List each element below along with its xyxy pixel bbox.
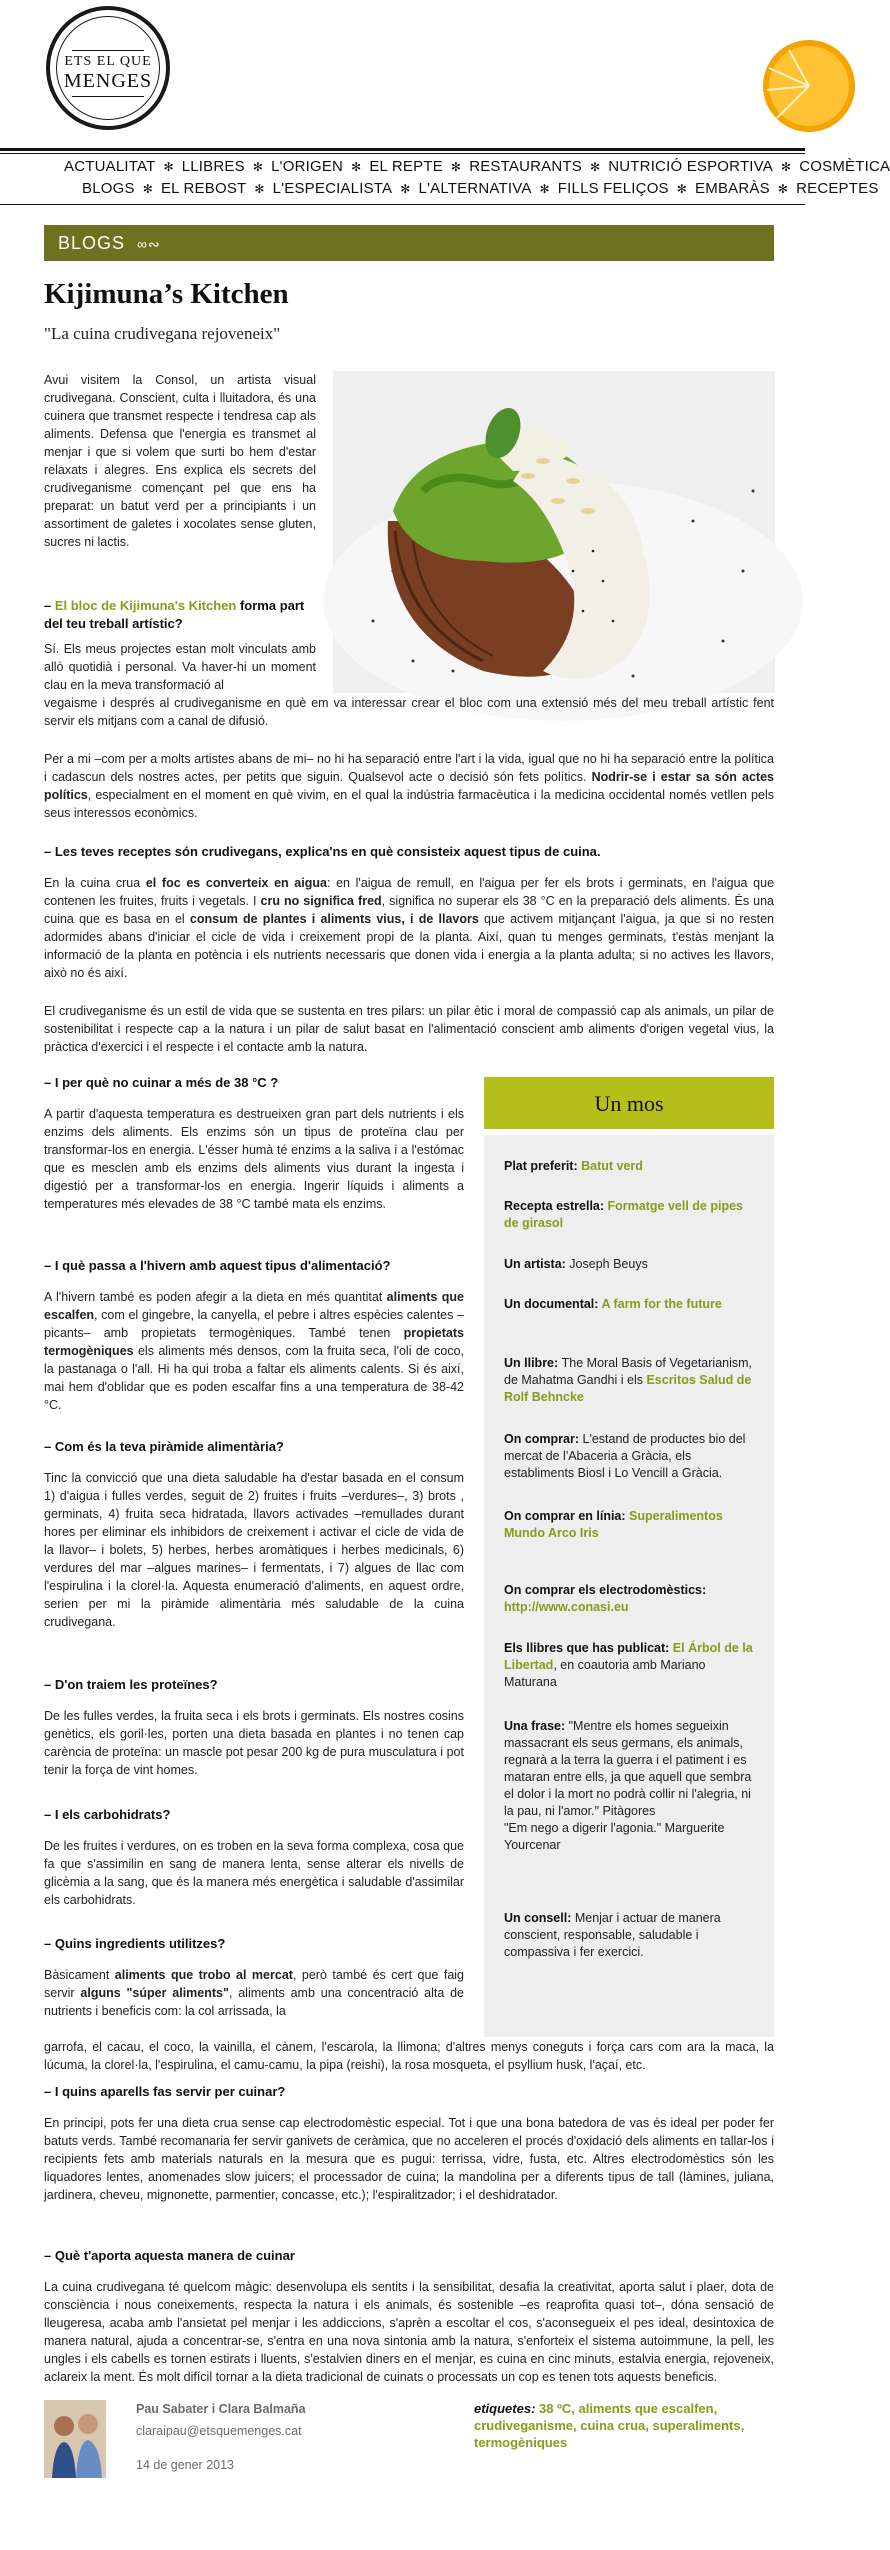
- llibre-link[interactable]: Escritos Salud de Rolf Behncke: [504, 1373, 752, 1404]
- question-1: [44, 597, 316, 633]
- comprar-label: On comprar:: [504, 1432, 583, 1446]
- box-comprar: [504, 1431, 758, 1482]
- a2-text-2: , especialment en el moment en què vivim, en el qual la indústria farmacèutica i la medicina occidental només vetllen pels seus interessos econòmics.: [44, 788, 774, 820]
- consell-text: Menjar i actuar de manera conscient, responsable, saludable i compassiva i fer exercici.: [504, 1911, 721, 1959]
- a3-bold-2: cru no significa fred: [260, 894, 382, 908]
- question-8: – Quins ingredients utilitzes?: [44, 1936, 226, 1951]
- a3-bold-1: el foc es converteix en aigua: [145, 876, 327, 890]
- a3-text-3: , significa no superar els 38 °C en la preparació dels aliments. És una cuina que es basa en el: [44, 894, 774, 926]
- nav-row-2-item[interactable]: BLOGS: [82, 180, 135, 197]
- kijimuna-blog-link[interactable]: El bloc de Kijimuna's Kitchen: [54, 598, 237, 613]
- a10-bold-1: aliments que trobo al mercat: [114, 1968, 293, 1982]
- nav-row-2-item[interactable]: L'ESPECIALISTA: [272, 180, 393, 197]
- nav-separator-icon: ✻: [450, 160, 462, 174]
- answer-8: De les fulles verdes, la fruita seca i els brots i germinats. Els nostres cosins genètics, els goril·les, porten una dieta basada en plantes i no tenen cap carència de proteïna: un mascle pot pesar 200 kg de pura musculatura i pot tenir la força de vint homes.: [44, 1709, 464, 1777]
- answer-12: La cuina crudivegana té quelcom màgic: desenvolupa els sentits i la sensibilitat, desafia la creativitat, aporta salut i plaer, dota de consciència i nous coneixements, respecta la natura i els animals, és sostenible –es reaprofita quasi tot–, dóna sensació de lleugeresa, acaba amb l'ansietat pel menjar i les addiccions, s'aprèn a escoltar el cos, s'aconsegueix el pes ideal, desintoxica de manera natural, ajuda a concentrar-se, s'entra en una nova sintonia amb la natura, s'enforteix el sistema autoimmune, la pell, les ungles i els cabells es tornen estirats i lluents, s'estalvien diners en el menjar, es cuina en cinc minuts, estalvia energia, rejoveneix, aclareix la ment. És molt difícil tornar a la dieta tradicional de cuinats o processats un cop es tenen tots aquests beneficis.: [44, 2280, 774, 2384]
- question-2: – Les teves receptes són crudivegans, explica'ns en què consisteix aquest tipus de cuina.: [44, 844, 601, 859]
- answer-3: [44, 874, 774, 982]
- answer-9: De les fruites i verdures, on es troben en la seva forma complexa, cosa que fa que s'assimilin en sang de manera lenta, sense alterar els nivells de glicèmia a la sang, que és la manera més energètica i saludable d'assimilar els carbohidrats.: [44, 1839, 464, 1907]
- question-4: – I què passa a l'hivern amb aquest tipus d'alimentació?: [44, 1258, 391, 1273]
- nav-row-2-item[interactable]: L'ALTERNATIVA: [418, 180, 532, 197]
- box-artista: [504, 1256, 758, 1273]
- section-label[interactable]: BLOGS: [58, 233, 126, 253]
- llibres-text: , en coautoria amb Mariano Maturana: [504, 1658, 706, 1689]
- nav-row-1-item[interactable]: L'ORIGEN: [271, 158, 344, 175]
- a2-text-1: Per a mi –com per a molts artistes abans de mi– no hi ha separació entre l'art i la vida, igual que no hi ha separació entre la política i cadascun dels nostres actes, per petits que siguin. Qualsevol acte o decisió són fets polítics.: [44, 752, 774, 784]
- author-avatar: [44, 2400, 106, 2478]
- header-rule-bottom: [0, 204, 805, 205]
- answer-1b: vegaisme i després al crudiveganisme en què em va interessar crear el bloc com una extensió més del meu treball artístic fent servir els mitjans com a canal de difusió.: [44, 696, 774, 728]
- artista-label: Un artista:: [504, 1257, 570, 1271]
- tags-label: etiquetes: [474, 2401, 532, 2416]
- a3-text-2: : en l'aigua de remull, en l'aigua per fer els brots i germinats, en l'aigua que contenen les fruites, fruits i vegetals. I: [44, 876, 775, 908]
- llibres-label: Els llibres que has publicat:: [504, 1641, 673, 1655]
- box-plat: [504, 1158, 758, 1175]
- answer-11: En principi, pots fer una dieta crua sense cap electrodomèstic especial. Tot i que una bona batedora de vas és ideal per poder fer batuts verds. També recomanaria fer servir ganivets de ceràmica, que no acceleren el procés d'oxidació dels aliments en tallar-los i recipients fets amb materials naturals en la mesura que es pugui: terrissa, vidre, fusta, etc. Altres electrodomèstics són les liquadores lentes, anomenades slow juicers; el processador de cuina; la mandolina per a diferents tipus de tall (làmines, juliana, jardinera, cheveu, mignonette, parmentier, concasse, etc.); l'espiralitzador; i el deshidratador.: [44, 2116, 774, 2202]
- linia-link[interactable]: Superalimentos Mundo Arco Iris: [504, 1509, 723, 1540]
- box-frase: [504, 1718, 758, 1854]
- q1-prefix: –: [44, 598, 55, 613]
- frase-label: Una frase:: [504, 1719, 569, 1733]
- a10-text-2: , però també és cert que faig servir: [44, 1968, 465, 2000]
- a10-text-3: , aliments amb una concentració alta de nutrients i beneficis com: la col arrissada, la: [44, 1986, 465, 2018]
- nav-separator-icon: ✻: [254, 182, 265, 196]
- nav-separator-icon: ✻: [142, 182, 153, 196]
- orange-slice-image: [753, 38, 805, 134]
- recepta-label: Recepta estrella:: [504, 1199, 608, 1213]
- question-5: – Com és la teva piràmide alimentària?: [44, 1439, 284, 1454]
- main-nav-row-2: [0, 180, 887, 197]
- electro-label: On comprar els electrodomèstics:: [504, 1583, 707, 1597]
- answer-2: [44, 750, 774, 822]
- nav-separator-icon: ✻: [351, 160, 362, 174]
- a10-text-1: Bàsicament: [44, 1968, 115, 1982]
- article-title: Kijimuna’s Kitchen: [44, 278, 289, 310]
- a10-bold-2: alguns "súper aliments": [80, 1986, 229, 2000]
- box-consell: [504, 1910, 758, 1961]
- box-llibre: [504, 1355, 758, 1406]
- consell-label: Un consell:: [504, 1911, 575, 1925]
- answer-1a: Sí. Els meus projectes estan molt vinculats amb allò quotidià i personal. Va haver-hi un moment clau en la meva transformació al: [44, 642, 316, 692]
- answer-4: El crudiveganisme és un estil de vida que se sustenta en tres pilars: un pilar ètic i moral de compassió cap als animals, un pilar de sostenibilitat i respecte cap a la natura i un pilar de salut basat en l'alimentació conscient amb aliments d'origen vegetal vius, la pràctica d'exercici i el respecte i el contacte amb la natura.: [44, 1004, 774, 1054]
- a3-text-1: En la cuina crua: [44, 876, 146, 890]
- nav-row-2-item[interactable]: EMBARÀS: [695, 180, 770, 197]
- nav-row-1-item[interactable]: ACTUALITAT: [64, 158, 156, 175]
- nav-separator-icon: ✻: [676, 182, 688, 196]
- nav-row-1-item[interactable]: LLIBRES: [181, 158, 245, 175]
- a6-bold-1: aliments que escalfen: [44, 1290, 464, 1322]
- question-3: – I per què no cuinar a més de 38 °C ?: [44, 1075, 279, 1090]
- artista-value: Joseph Beuys: [569, 1257, 648, 1271]
- nav-separator-icon: ✻: [163, 160, 174, 174]
- llibre-text: The Moral Basis of Vegetarianism, de Mahatma Gandhi i els: [504, 1356, 753, 1387]
- plat-link[interactable]: Batut verd: [581, 1159, 643, 1173]
- box-electrodomestics: [504, 1582, 758, 1616]
- documental-label: Un documental:: [504, 1297, 602, 1311]
- answer-10: [44, 1966, 464, 2020]
- nav-separator-icon: ✻: [780, 160, 792, 174]
- llibre-label: Un llibre:: [504, 1356, 562, 1370]
- a2-bold: Nodrir-se i estar sa són actes polítics: [44, 770, 774, 802]
- a6-bold-2: propietats termogèniques: [44, 1326, 464, 1358]
- a3-bold-3: consum de plantes i aliments vius, i de llavors: [189, 912, 479, 926]
- a6-text-2: , com el gingebre, la canyella, el pebre i altres espècies calentes –picants– amb propietats termogèniques. També tenen: [44, 1308, 464, 1340]
- electro-link[interactable]: http://www.conasi.eu: [504, 1600, 629, 1614]
- nav-row-2-item[interactable]: RECEPTES: [796, 180, 879, 197]
- article-subtitle: "La cuina crudivegana rejoveneix": [44, 324, 281, 343]
- question-10: – Què t'aporta aquesta manera de cuinar: [44, 2248, 295, 2263]
- box-llibres-publicats: [504, 1640, 758, 1691]
- dish-photo: [333, 371, 775, 693]
- un-mos-title: Un mos: [594, 1091, 664, 1116]
- nav-separator-icon: ✻: [400, 182, 411, 196]
- a3-text-4: que activem mitjançant l'aigua, ja que si no resten adormides abans d'iniciar el cicle de vida i creixement propi de la planta. Així, quan tu menges germinats, t'estàs menjant la informació de la planta en potència i els nutrients necessaris que donen vida i energia a la planta adulta; si no actives les llavors, això no és així.: [44, 912, 774, 980]
- logo-line2: MENGES: [63, 70, 153, 92]
- a6-text-1: A l'hivern també es poden afegir a la dieta en més quantitat: [44, 1290, 387, 1304]
- author-email[interactable]: claraipau@etsquemenges.cat: [136, 2424, 302, 2438]
- section-ornament-icon: ∞∾: [137, 236, 161, 252]
- tags-colon: :: [531, 2401, 536, 2416]
- answer-7: Tinc la convicció que una dieta saludable ha d'estar basada en el consum 1) d'aigua i fulles verdes, seguit de 2) fruites i fruits –verdures–, 3) brots , germinats, 4) fruita seca hidratada, llavors activades –remullades durant hores per eliminar els inhibidors de creixement i activar el cicle de vida de la llavor– i bolets, 5) herbes, herbes aromàtiques i herbes medicinals, 6) verdures del mar –algues marines– i fermentats, i 7) algues de llac com l'espirulina i la clorel·la. Aquesta enumeració d'aliments, en aquest ordre, serien per mi la piràmide alimentària més saludable de la cuina crudivegana.: [44, 1471, 464, 1629]
- a6-text-3: els aliments més densos, com la fruita seca, l'oli de coco, la pastanaga o l'all. Hi ha qui troba a faltar els aliments calents. Si és així, mai hem d'oblidar que es poden escalfar fins a una temperatura de 38-42 °C.: [44, 1344, 464, 1412]
- nav-row-1-item[interactable]: EL REPTE: [369, 158, 443, 175]
- answer-6: [44, 1288, 464, 1414]
- plat-label: Plat preferit:: [504, 1159, 582, 1173]
- tags: [474, 2400, 778, 2451]
- linia-label: On comprar en línia:: [504, 1509, 630, 1523]
- nav-separator-icon: ✻: [589, 160, 601, 174]
- frase-text: "Mentre els homes segueixin massacrant els seus germans, els animals, regnarà a la terra la guerra i el patiment i es mataran entre ells, ja que aquell que sembra el dolor i la mort no podrà collir ni l'alegria, ni la pau, ni l'amor." Pitàgores: [504, 1719, 752, 1818]
- site-logo[interactable]: [46, 6, 170, 130]
- main-nav-row-1: [0, 158, 890, 175]
- article-intro: Avui visitem la Consol, un artista visual crudivegana. Conscient, culta i lluitadora, és una cuinera que transmet respecte i tendresa cap als aliments. Defensa que l'energia es transmet al menjar i que si volem que surti bo hem d'estar relaxats i alegres. Ens explica els secrets del crudiveganisme començant pel que ens ha preparat: un batut verd per a principiants i un assortiment de galetes i xocolates sense gluten, sucres ni lactis.: [44, 373, 316, 549]
- nav-separator-icon: ✻: [252, 160, 264, 174]
- nav-row-1-item[interactable]: RESTAURANTS: [469, 158, 582, 175]
- section-bar: [44, 225, 774, 261]
- nav-row-1-item[interactable]: NUTRICIÓ ESPORTIVA: [608, 158, 773, 175]
- tags-list[interactable]: 38 ºC, aliments que escalfen, crudiveganisme, cuina crua, superaliments, termogèniques: [474, 2401, 745, 2450]
- recepta-link[interactable]: Formatge vell de pipes de girasol: [504, 1199, 743, 1230]
- documental-link[interactable]: A farm for the future: [601, 1297, 722, 1311]
- nav-row-1-item[interactable]: COSMÈTICA: [799, 158, 890, 175]
- nav-row-2-item[interactable]: EL REBOST: [160, 180, 247, 197]
- nav-separator-icon: ✻: [539, 182, 550, 196]
- box-recepta: [504, 1198, 758, 1232]
- box-documental: [504, 1296, 758, 1313]
- question-6: – D'on traiem les proteïnes?: [44, 1677, 218, 1692]
- answer-10-continued: garrofa, el cacau, el coco, la vainilla, el cànem, l'escarola, la llimona; d'altres menys coneguts i força cars com ara la maca, la lúcuma, la clorel·la, l'espirulina, el camu-camu, la pipa (reishi), la rosa mosqueta, el psyllium husk, l'açaí, etc.: [44, 2040, 774, 2072]
- q1-rest: forma part del teu treball artístic?: [44, 598, 305, 631]
- un-mos-header: [484, 1077, 774, 1135]
- question-7: – I els carbohidrats?: [44, 1807, 171, 1822]
- header-rule-top: [0, 148, 805, 151]
- answer-5: A partir d'aquesta temperatura es destrueixen gran part dels nutrients i els enzims dels aliments. Els enzims són un tipus de proteïna clau per transformar-los en energia. L'ésser humà té enzims a la saliva i a l'estómac que es mesclen amb els enzims dels aliments vius durant la ingesta i digestió per a transformar-los en energia. Ingerir líquids i aliments a temperatures més elevades de 38 °C també mata els enzims.: [44, 1107, 464, 1211]
- logo-line-bottom: [72, 96, 144, 97]
- frase-text-2: "Em nego a digerir l'agonia." Marguerite Yourcenar: [504, 1821, 725, 1852]
- author-name: Pau Sabater i Clara Balmaña: [136, 2402, 306, 2416]
- comprar-text: L'estand de productes bio del mercat de l'Abaceria a Gràcia, els establiments Biosl i Lo Vencill a Gràcia.: [504, 1432, 746, 1480]
- logo-line1: ETS EL QUE: [64, 54, 152, 69]
- nav-separator-icon: ✻: [777, 182, 789, 196]
- llibres-link[interactable]: El Árbol de la Libertad: [504, 1641, 753, 1672]
- post-date: 14 de gener 2013: [136, 2458, 235, 2472]
- nav-row-2-item[interactable]: FILLS FELIÇOS: [557, 180, 669, 197]
- header-rule-top-thin: [0, 153, 805, 154]
- question-9: – I quins aparells fas servir per cuinar?: [44, 2084, 286, 2099]
- box-comprar-linia: [504, 1508, 758, 1542]
- logo-line-top: [72, 50, 144, 51]
